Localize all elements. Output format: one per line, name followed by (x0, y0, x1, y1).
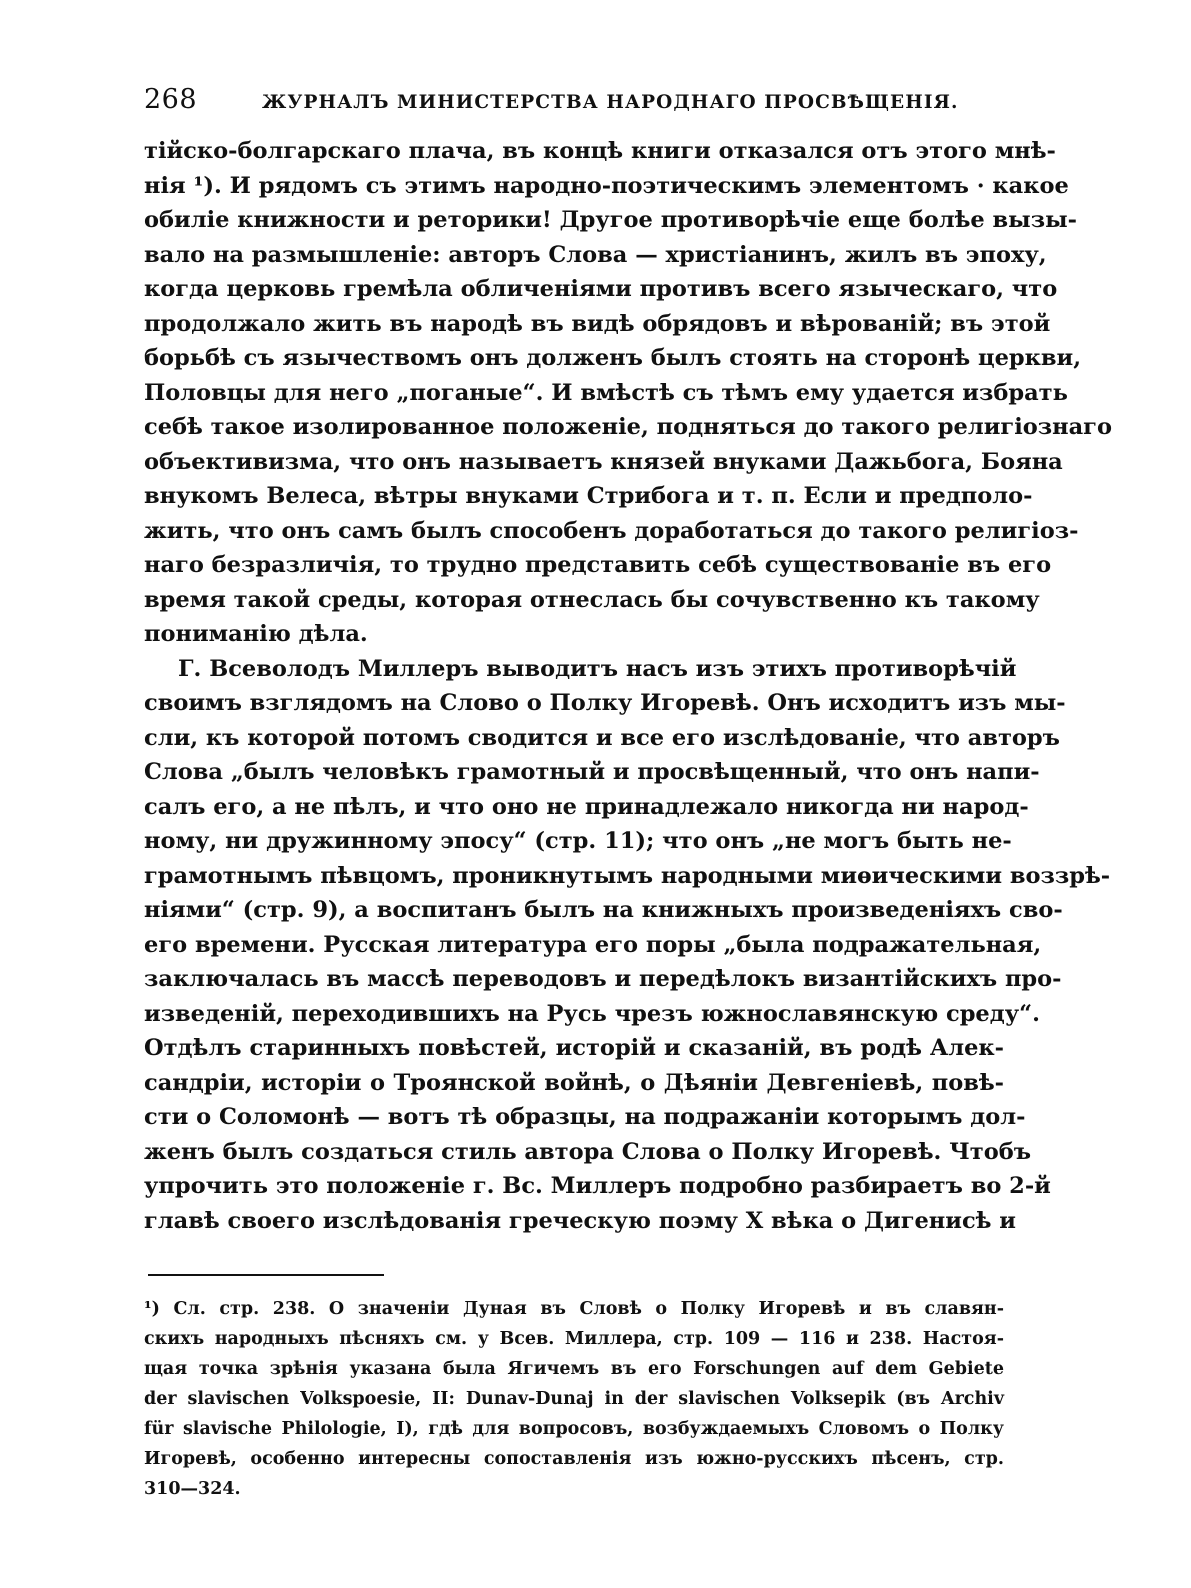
text-line: главѣ своего изслѣдованія греческую поэму X вѣка о Дигенисѣ и (144, 1207, 1016, 1234)
page-number: 268 (144, 84, 198, 115)
text-line: время такой среды, которая отнеслась бы сочувственно къ такому (144, 586, 1040, 613)
text-line: внукомъ Велеса, вѣтры внуками Стрибога и т. п. Если и предполо- (144, 483, 1033, 509)
footnote-line: für slavische Philologie, I), гдѣ для вопросовъ, возбуждаемыхъ Словомъ о Полку (144, 1419, 1004, 1439)
text-line: пониманію дѣла. (144, 621, 368, 647)
footnote-line: скихъ народныхъ пѣсняхъ см. у Всев. Миллера, стр. 109 — 116 и 238. Настоя- (144, 1329, 1004, 1349)
text-line: вало на размышленіе: авторъ Слова — христіанинъ, жилъ въ эпоху, (144, 241, 1047, 268)
footnote-line: ¹) Сл. стр. 238. О значеніи Дуная въ Словѣ о Полку Игоревѣ и въ славян- (144, 1299, 1004, 1319)
running-head: ЖУРНАЛЪ МИНИСТЕРСТВА НАРОДНАГО ПРОСВѢЩЕНІЯ. (262, 92, 959, 113)
text-line: ніями“ (стр. 9), а воспитанъ былъ на книжныхъ произведеніяхъ сво- (144, 897, 1063, 923)
footnote-line: Игоревѣ, особенно интересны сопоставленія изъ южно-русскихъ пѣсенъ, стр. (144, 1449, 1004, 1469)
text-line: борьбѣ съ язычествомъ онъ долженъ былъ стоять на сторонѣ церкви, (144, 345, 1082, 371)
text-line: жить, что онъ самъ былъ способенъ доработаться до такого религіоз- (144, 517, 1079, 544)
text-line: упрочить это положеніе г. Вс. Миллеръ подробно разбираетъ во 2-й (144, 1173, 1051, 1199)
text-line: грамотнымъ пѣвцомъ, проникнутымъ народными миѳическими воззрѣ- (144, 862, 1111, 889)
text-line: Слова „былъ человѣкъ грамотный и просвѣщенный, что онъ напи- (144, 759, 1040, 785)
text-line: салъ его, а не пѣлъ, и что оно не принадлежало никогда ни народ- (144, 793, 1029, 820)
page-header (144, 78, 1004, 134)
body-text (144, 134, 1112, 1238)
text-line: продолжало жить въ народѣ въ видѣ обрядовъ и вѣрованій; въ этой (144, 310, 1051, 337)
text-line: наго безразличія, то трудно представить себѣ существованіе въ его (144, 552, 1052, 578)
text-line: Отдѣлъ старинныхъ повѣстей, исторій и сказаній, въ родѣ Алек- (144, 1035, 1004, 1061)
text-line: когда церковь гремѣла обличеніями противъ всего языческаго, что (144, 276, 1058, 302)
text-line: Половцы для него „поганые“. И вмѣстѣ съ тѣмъ ему удается избрать (144, 379, 1068, 406)
footnote (144, 1294, 1004, 1504)
footnote-line: щая точка зрѣнія указана была Ягичемъ въ его Forschungen auf dem Gebiete (144, 1359, 1004, 1379)
document-page (144, 78, 1112, 1504)
text-line: объективизма, что онъ называетъ князей внуками Дажьбога, Бояна (144, 448, 1063, 475)
text-line: нія ¹). И рядомъ съ этимъ народно-поэтическимъ элементомъ · какое (144, 172, 1069, 199)
paragraph-1 (144, 134, 1112, 652)
text-line: ному, ни дружинному эпосу“ (стр. 11); что онъ „не могъ быть не- (144, 828, 1012, 854)
text-line: своимъ взглядомъ на Слово о Полку Игоревѣ. Онъ исходитъ изъ мы- (144, 690, 1066, 716)
text-line: тійско-болгарскаго плача, въ концѣ книги отказался отъ этого мнѣ- (144, 138, 1056, 164)
footnote-line: 310—324. (144, 1479, 241, 1499)
footnote-divider (148, 1274, 384, 1276)
text-line: заключалась въ массѣ переводовъ и передѣлокъ византійскихъ про- (144, 966, 1062, 992)
text-line: изведеній, переходившихъ на Русь чрезъ южнославянскую среду“. (144, 1000, 1040, 1027)
text-line: сли, къ которой потомъ сводится и все его изслѣдованіе, что авторъ (144, 724, 1060, 751)
text-line: себѣ такое изолированное положеніе, подняться до такого религіознаго (144, 414, 1112, 440)
text-line: сандріи, исторіи о Троянской войнѣ, о Дѣяніи Девгеніевѣ, повѣ- (144, 1069, 1004, 1096)
text-line: его времени. Русская литература его поры „была подражательная, (144, 931, 1042, 958)
text-line: сти о Соломонѣ — вотъ тѣ образцы, на подражаніи которымъ дол- (144, 1104, 1026, 1130)
text-line: обиліе книжности и реторики! Другое противорѣчіе еще болѣе вызы- (144, 207, 1077, 233)
text-line: Г. Всеволодъ Миллеръ выводитъ насъ изъ этихъ противорѣчій (178, 655, 1017, 682)
footnote-line: der slavischen Volkspoesie, II: Dunav-Dunaj in der slavischen Volksepik (въ Archiv (144, 1389, 1004, 1409)
paragraph-2 (144, 652, 1111, 1239)
text-line: женъ былъ создаться стиль автора Слова о Полку Игоревѣ. Чтобъ (144, 1138, 1031, 1165)
